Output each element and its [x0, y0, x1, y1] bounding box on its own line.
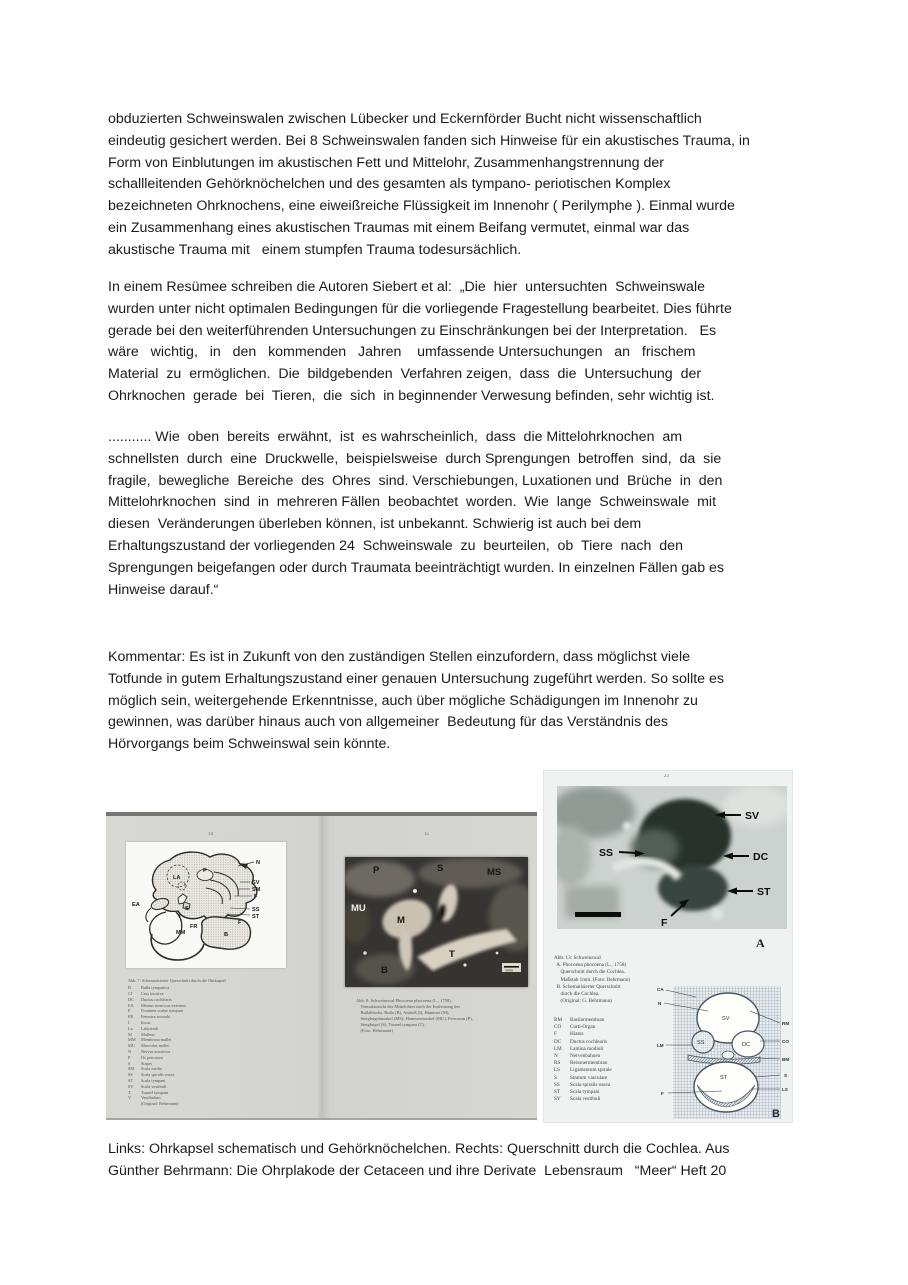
- legend-row: [554, 1082, 659, 1089]
- text-line: Ohrknochen gerade bei Tieren, die sich in beginnender Verwesung befinden, sehr wichtig ist.: [108, 387, 715, 404]
- legend-abbr: EA: [128, 1002, 134, 1008]
- fig2-caption: [356, 998, 524, 1035]
- caption-line: Maßstab 1mm. (Foto: Behrmann): [554, 976, 631, 983]
- caption-line: Querschnitt durch die Cochlea.: [554, 969, 626, 976]
- fig3-label-ss: SS: [599, 847, 614, 859]
- text-line: bezeichneten Ohrknochens, eine eiweißreiche Flüssigkeit im Innenohr ( Perilymphe ). Einmal wurde: [108, 198, 735, 215]
- legend-abbr: DC: [128, 996, 134, 1002]
- text-line: schnellsten durch eine Druckwelle, beispielsweise durch Sprengungen betroffen sind, da sie: [108, 450, 722, 467]
- text-line: Sprengungen beigefangen oder durch Traumata beeinträchtigt wurden. In einzelnen Fällen gab es: [108, 559, 725, 576]
- legend-name: Foramen scalae tympani: [141, 1008, 183, 1014]
- text-line: diesen Veränderungen überleben können, ist unbekannt. Schwierig ist auch bei dem: [108, 516, 642, 533]
- legend-abbr: S: [128, 1060, 131, 1066]
- text-line: In einem Resümee schreiben die Autoren Siebert et al: „Die hier untersuchten Schweinswale: [108, 279, 705, 295]
- text-line: akustische Trauma mit einem stumpfen Trauma todesursächlich.: [108, 241, 522, 258]
- legend-row: [554, 1089, 659, 1096]
- text-line: Material zu ermöglichen. Die bildgebenden Verfahren zeigen, dass die Untersuchung der: [108, 366, 702, 383]
- text-line: wurden unter nicht optimalen Bedingungen für die vorliegende Fragestellung bearbeitet. Dies führte: [108, 300, 732, 317]
- fig1-legend-title: Abb. 7: Schematisierter Querschnitt durch die Ohrkapsel: [128, 978, 226, 983]
- legend-abbr: MU: [128, 1043, 135, 1049]
- legend-name: Ligamentum spirale: [570, 1067, 612, 1074]
- diagB-label-st: ST: [720, 1075, 728, 1081]
- caption-line: Abb. 8: Schweinswal Phocoena phocoena (L., 1758).: [356, 998, 452, 1003]
- legend-name: Scala spiralis ossea: [141, 1072, 175, 1078]
- diagB-label-co: CO: [782, 1039, 789, 1044]
- fig1-legend-rows: [128, 985, 308, 1101]
- legend-abbr: MM: [128, 1037, 136, 1043]
- fig2-middle-ear-photo: [345, 857, 528, 987]
- fig2-label-i: I: [441, 907, 444, 918]
- legend-abbr: SV: [128, 1083, 134, 1089]
- text-line: Form von Einblutungen im akustischen Fett und Mittelohr, Zusammenhangstrennung der: [108, 154, 664, 171]
- caption-line: (Original: G. Behrmann): [554, 998, 612, 1005]
- legend-name: Scala tympani: [141, 1078, 166, 1084]
- diagB-label-f: F: [661, 1091, 664, 1096]
- legend-abbr: N: [554, 1053, 558, 1060]
- legend-abbr: FR: [128, 1014, 134, 1020]
- fig3-panel-b-letter: B: [772, 1108, 780, 1120]
- fig3-cochlea-micrograph: [557, 786, 787, 929]
- text-line: Erhaltungszustand der vorliegenden 24 Schweinswale zu beurteilen, ob Tiere nach den: [108, 537, 683, 554]
- text-line: obduzierten Schweinswalen zwischen Lübecker und Eckernförder Bucht nicht wissenschaftlich: [108, 111, 702, 127]
- text-line: fragile, bewegliche Bereiche des Ohres sind. Verschiebungen, Luxationen und Brüche in den: [108, 472, 723, 489]
- fig1-label-f: F: [254, 894, 258, 900]
- legend-row: [554, 1096, 659, 1103]
- fig1-label-n: N: [256, 860, 261, 866]
- legend-abbr: F: [554, 1031, 557, 1038]
- legend-row: [554, 1031, 659, 1038]
- legend-abbr: BM: [554, 1017, 563, 1023]
- legend-name: Musculus mallei: [141, 1043, 170, 1049]
- legend-row: [554, 1046, 659, 1053]
- legend-abbr: N: [128, 1049, 132, 1055]
- diagB-label-ss: SS: [697, 1040, 705, 1046]
- fig2-label-t: T: [449, 949, 455, 960]
- caption-line: durch die Cochlea.: [554, 990, 600, 997]
- figure-cochlea-scan: [543, 770, 793, 1123]
- diagB-label-dc: DC: [742, 1042, 751, 1048]
- diagB-label-bm: BM: [782, 1057, 790, 1062]
- legend-name: Membrana mallei: [141, 1037, 172, 1043]
- legend-abbr: CI: [128, 991, 133, 997]
- legend-name: Vestibulum: [141, 1095, 161, 1101]
- text-line: Totfunde in gutem Erhaltungszustand einer genauen Untersuchung zugeführt werden. So sollte es: [108, 670, 724, 687]
- diagB-label-sv: SV: [722, 1016, 730, 1022]
- paragraph-trauma-findings: [108, 109, 808, 262]
- caption-line: Links: Ohrkapsel schematisch und Gehörknöchelchen. Rechts: Querschnitt durch die Cochlea. Aus: [108, 1141, 730, 1157]
- legend-abbr: ST: [128, 1078, 134, 1084]
- caption-line: Ventralansicht des Mittelohres nach der Entfernung des: [356, 1004, 461, 1010]
- caption-line: A. Phocoena phocoena (L., 1758): [554, 962, 627, 969]
- legend-abbr: S: [554, 1074, 557, 1081]
- legend-name: Incus: [141, 1020, 151, 1026]
- legend-abbr: F: [128, 1008, 131, 1014]
- fig2-label-m: M: [397, 915, 405, 926]
- text-line: eindeutig gesichert werden. Bei 8 Schweinswalen fanden sich Hinweise für ein akustisches Trauma, in: [108, 132, 750, 149]
- fig1-label-sm: SM: [252, 887, 261, 893]
- legend-name: Scala vestibuli: [570, 1096, 601, 1103]
- legend-abbr: SS: [554, 1081, 560, 1088]
- cochlea-micrograph-image: [557, 786, 787, 929]
- fig3-label-st: ST: [757, 886, 771, 898]
- legend-name: Reissnermembran: [570, 1060, 608, 1067]
- fig3-panel-a-letter: A: [756, 936, 765, 950]
- middle-ear-photo-image: [345, 857, 528, 987]
- legend-abbr: P: [128, 1054, 131, 1060]
- fig1-label-sv: SV: [252, 880, 260, 886]
- legend-name: Meatus acusticus externus: [141, 1002, 187, 1008]
- legend-name: Bulla tympanica: [141, 985, 170, 991]
- diagB-label-lm: LM: [657, 1043, 664, 1048]
- text-line: gerade bei den weiterführenden Untersuchungen zu Einschränkungen bei der Interpretation. Es: [108, 322, 717, 339]
- legend-row: [554, 1075, 659, 1082]
- legend-name: Crus incisiva: [141, 991, 164, 997]
- caption-line: B. Schematisierter Querschnitt: [554, 983, 621, 990]
- legend-name: Nervus acusticus: [141, 1049, 171, 1055]
- legend-abbr: ST: [554, 1089, 561, 1096]
- text-line: Hinweise darauf.“: [108, 581, 219, 598]
- legend-abbr: RS: [554, 1060, 561, 1067]
- legend-row: [554, 1067, 659, 1074]
- fig1-label-p: P: [203, 868, 207, 874]
- fig2-label-ms: MS: [487, 867, 502, 878]
- legend-name: Lamina modioli: [570, 1045, 604, 1052]
- fig1-label-i: I: [179, 914, 181, 920]
- legend-name: Nervenbahnen: [570, 1053, 601, 1060]
- fig1-label-b: B: [224, 932, 229, 938]
- legend-name: Scala spiralis ossea: [570, 1081, 611, 1088]
- legend-row: [554, 1060, 659, 1067]
- legend-name: Hiatus: [570, 1031, 584, 1038]
- diagB-label-ls: LS: [782, 1087, 788, 1092]
- legend-abbr: I: [128, 1020, 130, 1026]
- fig1-label-mm: MM: [176, 930, 186, 936]
- ear-capsule-diagram: [126, 842, 286, 968]
- fig1-ear-capsule-schematic: [126, 842, 286, 968]
- legend-name: Stratum vasculare: [570, 1074, 608, 1081]
- text-line: Mittelohrknochen sind in mehreren Fällen beobachtet worden. Wie lange Schweinswale mit: [108, 494, 717, 511]
- diagB-label-n: N: [658, 1001, 662, 1006]
- legend-abbr: SM: [128, 1066, 135, 1072]
- legend-name: Malleus: [141, 1031, 155, 1037]
- legend-abbr: V: [128, 1095, 132, 1101]
- text-line: schallleitenden Gehörknöchelchen und des gesamten als tympano- periotischen Komplex: [108, 176, 671, 193]
- legend-name: Basilarmembran: [570, 1017, 605, 1023]
- legend-name: Corti-Organ: [570, 1024, 596, 1031]
- fig1-label-ea: EA: [132, 902, 140, 908]
- cochlea-schematic-image: [656, 963, 794, 1123]
- caption-line: Bullablocks. Bulla (B), Amboß (I), Hammer (M),: [356, 1010, 450, 1016]
- fig1-legend-note: (Original: Behrmann): [141, 1101, 179, 1107]
- legend-name: Labyrinth: [141, 1025, 158, 1031]
- text-line: ein Zusammenhang eines akustischen Traumas mit einem Beifang vermutet, einmal war das: [108, 219, 690, 236]
- legend-abbr: La: [128, 1025, 133, 1031]
- diagB-label-ca: CA: [657, 987, 664, 992]
- text-line: möglich sein, weitergehende Erkenntnisse, auch über mögliche Schädigungen im Innenohr zu: [108, 692, 698, 709]
- legend-abbr: T: [128, 1089, 131, 1095]
- legend-abbr: SV: [554, 1096, 561, 1103]
- caption-line: Günther Behrmann: Die Ohrplakode der Cetaceen und ihre Derivate Lebensraum “Meer“ Heft 20: [108, 1162, 727, 1179]
- fig2-scale-label: 1mm: [505, 968, 513, 973]
- fig3-cochlea-schematic: [656, 963, 794, 1123]
- legend-abbr: SS: [128, 1072, 133, 1078]
- legend-row: [554, 1017, 659, 1024]
- fig3-page-number: 23: [664, 774, 669, 779]
- legend-abbr: LS: [554, 1067, 561, 1074]
- legend-name: Fenestra rotunda: [141, 1014, 170, 1020]
- legend-name: Ductus cochlearis: [570, 1038, 608, 1045]
- caption-line: Abb. 13: Schweinswal: [554, 955, 601, 961]
- diagB-label-rm: RM: [782, 1021, 790, 1026]
- fig3-label-f: F: [661, 917, 668, 929]
- legend-row: [554, 1053, 659, 1060]
- fig3-label-dc: DC: [753, 851, 769, 863]
- diagB-label-s: S: [784, 1073, 788, 1078]
- caption-line: Steigbügel (S), Tunnel tympani (T).: [356, 1022, 425, 1028]
- fig2-label-b: B: [381, 965, 388, 976]
- paragraph-kommentar: [108, 647, 808, 756]
- fig1-label-fr: FR: [190, 924, 198, 930]
- legend-name: Stapes: [141, 1060, 153, 1066]
- petrosum-body-shape: [152, 852, 256, 920]
- fig2-label-mu: MU: [351, 903, 366, 914]
- legend-name: Scala media: [141, 1066, 162, 1072]
- legend-abbr: DC: [554, 1038, 562, 1045]
- figure-book-spread-scan: [106, 812, 537, 1120]
- legend-abbr: LM: [554, 1045, 562, 1052]
- figure-caption-text: [108, 1139, 808, 1183]
- fig1-legend: [128, 978, 308, 1107]
- text-line: Hörvorgangs beim Schweinswal sein könnte.: [108, 736, 391, 753]
- fig1-label-st: ST: [252, 914, 260, 920]
- text-line: ........... Wie oben bereits erwähnt, ist es wahrscheinlich, dass die Mittelohrknochen am: [108, 429, 683, 445]
- fig3-scale-bar: [575, 912, 621, 917]
- legend-abbr: M: [128, 1031, 132, 1037]
- fig1-label-ss: SS: [252, 907, 260, 913]
- text-line: Kommentar: Es ist in Zukunft von den zuständigen Stellen einzufordern, dass möglichst viele: [108, 649, 690, 665]
- fig3-legend-rows: [554, 1017, 659, 1103]
- text-line: wäre wichtig, in den kommenden Jahren umfassende Untersuchungen an frischem: [108, 344, 696, 361]
- legend-name: Tunnel tympani: [141, 1089, 169, 1095]
- legend-abbr: CO: [554, 1024, 562, 1031]
- legend-name: Ductus cochlearis: [141, 996, 172, 1002]
- legend-row: [554, 1039, 659, 1046]
- fig1-label-s: S: [185, 906, 189, 912]
- paragraph-mittelohrknochen: [108, 427, 808, 601]
- legend-name: Scala tympani: [570, 1089, 600, 1096]
- fig3-label-sv: SV: [745, 810, 760, 822]
- legend-abbr: B: [128, 985, 131, 991]
- fig2-label-s: S: [437, 863, 444, 874]
- legend-name: Scala vestibuli: [141, 1083, 167, 1089]
- caption-line: Steigbügelmuskel (MS), Hammermuskel (MU), Petrosum (P),: [356, 1016, 473, 1022]
- fig1-label-la: LA: [173, 875, 181, 881]
- fig2-page-number: 15: [424, 832, 429, 837]
- fig1-page-number: 14: [208, 832, 213, 837]
- text-line: gewinnen, was darüber hinaus auch von allgemeiner Bedeutung für das Verständnis des: [108, 714, 668, 731]
- legend-name: Os petrosum: [141, 1054, 163, 1060]
- fig3-legend: [554, 1017, 659, 1103]
- fig1-label-f2: F: [238, 920, 242, 926]
- caption-line: (Foto: Behrmann): [356, 1028, 393, 1034]
- fig2-label-p: P: [373, 865, 380, 876]
- legend-row: [554, 1024, 659, 1031]
- paragraph-resumee-quote: [108, 277, 808, 408]
- fig3-caption: [554, 955, 659, 1005]
- tympanic-cavity-outline: [150, 912, 182, 944]
